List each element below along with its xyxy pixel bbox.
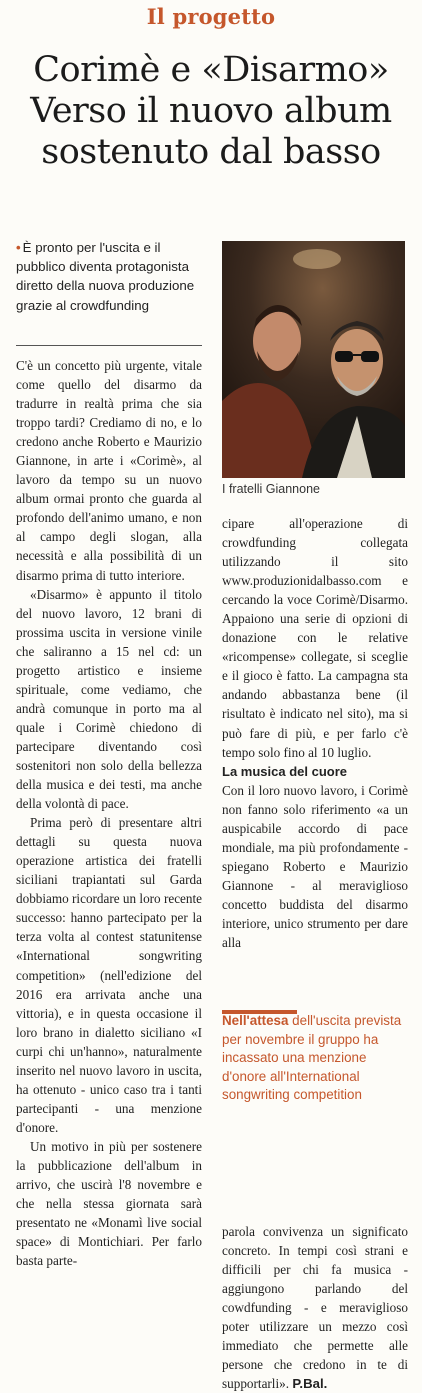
paragraph-text: parola convivenza un significato concreto. In tempi così strani e difficili per chi fa musica - aggiungono parlando del cowdfunding - e meraviglioso poter utilizzare un mezzo così immediato che permette alle persone che credono in te di supportarli». [222,1224,408,1392]
headline-line: sostenuto dal basso [41,132,381,172]
subheading: La musica del cuore [222,763,347,779]
paragraph: Prima però di presentare altri dettagli su questa nuova operazione artistica dei fratelli siciliani trapiantati sul Garda dobbiamo ricordare un loro recente successo: hanno partecipato per la terza volta al contest statunitense «International songwriting competition» (nell'edizione del 2016 era arrivata anche una vittoria), e in questa occasione il loro brano in dialetto siciliano «I curpi chi un'hanno», naturalmente inserito nel nuovo lavoro in uscita, ha ottenuto - unico caso tra i tanti partecipanti - una menzione d'onore. [16,815,203,1135]
paragraph [222,1222,408,1393]
bullet-icon: • [16,240,21,255]
paragraph: «Disarmo» è appunto il titolo del nuovo lavoro, 12 brani di prossima uscita in versione vinile che saliranno a 15 nel cd: un progetto artistico e insieme spirituale, come vediamo, che andrà comunque in porto ma al quale i Corimè chiedono di partecipare diventando così sostenitori non solo della bellezza della musica e dei testi, ma anche della volontà di pace. [16,586,202,812]
author-signature: P.Bal. [292,1376,328,1392]
divider [16,345,202,346]
summary-text: È pronto per l'uscita e il pubblico diventa protagonista diretto della nuova produzione grazie al crowdfunding [16,240,195,313]
paragraph: Con il loro nuovo lavoro, i Corimè non fanno solo riferimento «a un auspicabile accordo di pace mondiale, ma più profondamente - spiegano Roberto e Maurizio Giannone - al meraviglioso concetto buddista del disarmo interiore, unico strumento per dare alla [222,782,408,951]
photo-image [222,241,405,478]
section-kicker: Il progetto [146,4,276,29]
paragraph: Un motivo in più per sostenere la pubblicazione dell'album in arrivo, che uscirà l'8 novembre e che nella stessa giornata sarà presentato ne «Monamì live social space» di Montichiari. Per farlo basta parte- [16,1138,202,1269]
article-column-2-continued [222,1222,408,1393]
headline [0,50,422,173]
paragraph: cipare all'operazione di crowdfunding collegata utilizzando il sito www.produzionidalbasso.com e cercando la voce Corimè/Disarmo. Appaiono una serie di opzioni di donazione con le relative «ricompense» collegate, si sceglie e il gioco è fatto. La campagna sta andando abbastanza bene (il risultato è indicato nel sito), ma si può fare di più, e per farlo c'è tempo solo fino al 10 luglio. [222,516,408,760]
article-column-2 [222,514,408,952]
article-column-1 [16,356,202,1270]
pullquote-text: dell'uscita prevista per novembre il gruppo ha incassato una menzione d'onore all'International songwriting competition [222,1013,402,1103]
summary [16,238,202,315]
photo-giannone-brothers [222,241,405,478]
pullquote-lead: Nell'attesa [222,1013,289,1028]
headline-line: Corimè e «Disarmo» [33,50,389,90]
photo-caption: I fratelli Giannone [222,482,320,496]
headline-line: Verso il nuovo album [30,91,392,131]
pullquote [222,1012,412,1105]
paragraph: C'è un concetto più urgente, vitale come quello del disarmo da tradurre in realtà prima che sia troppo tardi? Crediamo di no, e lo credono anche Roberto e Maurizio Giannone, in arte i «Corimè», al lavoro da tempo su un nuovo album ormai pronto che guarda al profondo dell'animo umano, e non al campo degli slogan, alla necessità e alla possibilità di un disarmo prima di tutto interiore. [16,358,202,583]
